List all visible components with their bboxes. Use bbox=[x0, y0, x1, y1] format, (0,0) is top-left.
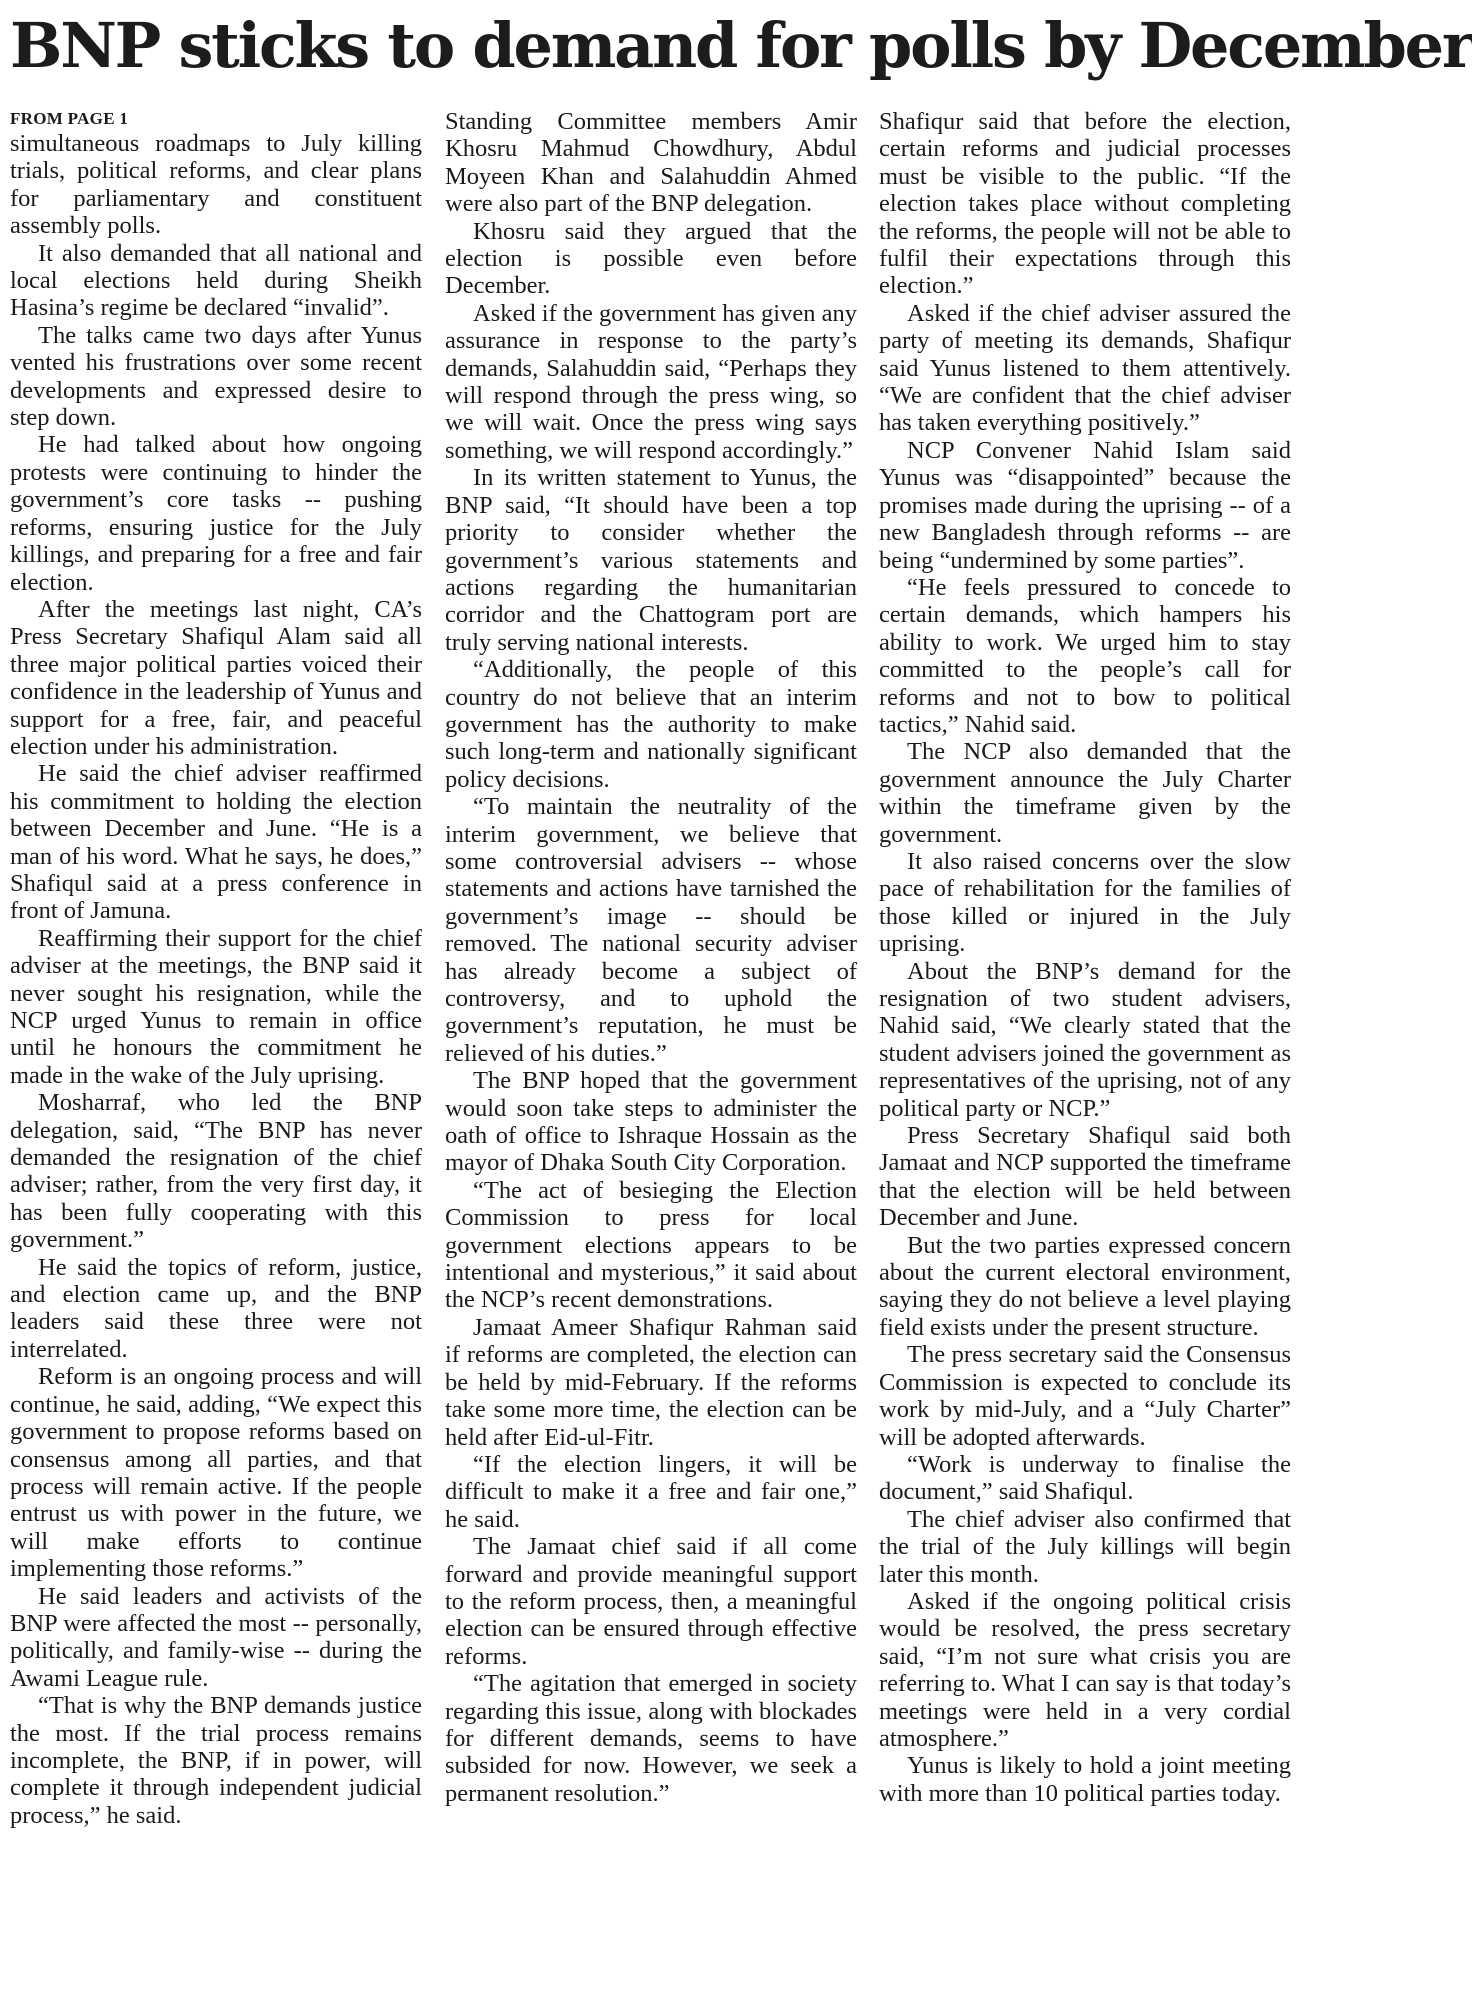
paragraph: simultaneous roadmaps to July killing trials, political reforms, and clear plans for parliamentary and constituent assembly polls. bbox=[10, 130, 422, 240]
paragraph: Asked if the chief adviser assured the party of meeting its demands, Shafiqur said Yunus listened to them attentively. “We are confident that the chief adviser has taken everything positively.” bbox=[879, 299, 1291, 437]
paragraph: In its written statement to Yunus, the BNP said, “It should have been a top priority to consider whether the government’s various statements and actions regarding the humanitarian corridor and the Chattogram port are truly serving national interests. bbox=[445, 464, 857, 656]
paragraph: It also demanded that all national and local elections held during Sheikh Hasina’s regime be declared “invalid”. bbox=[10, 239, 422, 322]
paragraph: Yunus is likely to hold a joint meeting with more than 10 political parties today. bbox=[879, 1752, 1291, 1807]
paragraph: He said the chief adviser reaffirmed his commitment to holding the election between December and June. “He is a man of his word. What he says, he does,” Shafiqul said at a press conference in front of Jamuna. bbox=[10, 760, 422, 925]
paragraph: He said the topics of reform, justice, and election came up, and the BNP leaders said these three were not interrelated. bbox=[10, 1253, 422, 1363]
jump-line: FROM PAGE 1 bbox=[10, 109, 129, 128]
paragraph: “That is why the BNP demands justice the most. If the trial process remains incomplete, the BNP, if in power, will complete it through independent judicial process,” he said. bbox=[10, 1692, 422, 1829]
paragraph: Asked if the ongoing political crisis would be resolved, the press secretary said, “I’m not sure what crisis you are referring to. What I can say is that today’s meetings were held in a very cordial atmosphere.” bbox=[879, 1587, 1291, 1752]
paragraph: Press Secretary Shafiqul said both Jamaat and NCP supported the timeframe that the election will be held between December and June. bbox=[879, 1122, 1291, 1232]
paragraph: The Jamaat chief said if all come forward and provide meaningful support to the reform process, then, a meaningful election can be ensured through effective reforms. bbox=[445, 1533, 857, 1670]
paragraph: He had talked about how ongoing protests were continuing to hinder the government’s core tasks -- pushing reforms, ensuring justice for the July killings, and preparing for a free and fair election. bbox=[10, 431, 422, 596]
paragraph: Shafiqur said that before the election, certain reforms and judicial processes must be visible to the public. “If the election takes place without completing the reforms, the people will not be able to fulfil their expectations through this election.” bbox=[879, 108, 1291, 300]
headline: BNP sticks to demand for polls by December bbox=[10, 9, 1472, 82]
paragraph: NCP Convener Nahid Islam said Yunus was “disappointed” because the promises made during the uprising -- of a new Bangladesh through reforms -- are being “undermined by some parties”. bbox=[879, 436, 1291, 574]
paragraph: “He feels pressured to concede to certain demands, which hampers his ability to work. We urged him to stay committed to the people’s call for reforms and not to bow to political tactics,” Nahid said. bbox=[879, 573, 1291, 738]
paragraph: The NCP also demanded that the government announce the July Charter within the timeframe given by the government. bbox=[879, 738, 1291, 848]
paragraph: “Work is underway to finalise the document,” said Shafiqul. bbox=[879, 1450, 1291, 1506]
paragraph: The BNP hoped that the government would soon take steps to administer the oath of office to Ishraque Hossain as the mayor of Dhaka South City Corporation. bbox=[445, 1067, 857, 1177]
paragraph: Asked if the government has given any assurance in response to the party’s demands, Salahuddin said, “Perhaps they will respond through the press wing, so we will wait. Once the press wing says something, we will respond accordingly.” bbox=[445, 299, 857, 464]
paragraph: Standing Committee members Amir Khosru Mahmud Chowdhury, Abdul Moyeen Khan and Salahuddin Ahmed were also part of the BNP delegation. bbox=[445, 108, 857, 218]
paragraph: Reaffirming their support for the chief adviser at the meetings, the BNP said it never sought his resignation, while the NCP urged Yunus to remain in office until he honours the commitment he made in the wake of the July uprising. bbox=[10, 924, 422, 1089]
article-column-1 bbox=[10, 108, 422, 1829]
paragraph: He said leaders and activists of the BNP were affected the most -- personally, politically, and family-wise -- during the Awami League rule. bbox=[10, 1582, 422, 1692]
paragraph: “The agitation that emerged in society regarding this issue, along with blockades for different demands, seems to have subsided for now. However, we seek a permanent resolution.” bbox=[445, 1670, 857, 1807]
paragraph: “Additionally, the people of this country do not believe that an interim government has the authority to make such long-term and nationally significant policy decisions. bbox=[445, 656, 857, 793]
paragraph: The press secretary said the Consensus Commission is expected to conclude its work by mid-July, and a “July Charter” will be adopted afterwards. bbox=[879, 1341, 1291, 1451]
paragraph: Mosharraf, who led the BNP delegation, said, “The BNP has never demanded the resignation of the chief adviser; rather, from the very first day, it has been fully cooperating with this government.” bbox=[10, 1089, 422, 1254]
paragraph: “If the election lingers, it will be difficult to make it a free and fair one,” he said. bbox=[445, 1450, 857, 1533]
paragraph: Reform is an ongoing process and will continue, he said, adding, “We expect this government to propose reforms based on consensus among all parties, and that process will remain active. If the people entrust us with power in the future, we will make efforts to continue implementing those reforms.” bbox=[10, 1363, 422, 1583]
paragraph: “The act of besieging the Election Commission to press for local government elections appears to be intentional and mysterious,” it said about the NCP’s recent demonstrations. bbox=[445, 1176, 857, 1314]
paragraph: The talks came two days after Yunus vented his frustrations over some recent developments and expressed desire to step down. bbox=[10, 321, 422, 432]
paragraph: “To maintain the neutrality of the interim government, we believe that some controversial advisers -- whose statements and actions have tarnished the government’s image -- should be removed. The national security adviser has already become a subject of controversy, and to uphold the government’s reputation, he must be relieved of his duties.” bbox=[445, 793, 857, 1067]
paragraph: Jamaat Ameer Shafiqur Rahman said if reforms are completed, the election can be held by mid-February. If the reforms take some more time, the election can be held after Eid-ul-Fitr. bbox=[445, 1313, 857, 1451]
paragraph: Khosru said they argued that the election is possible even before December. bbox=[445, 217, 857, 300]
paragraph: It also raised concerns over the slow pace of rehabilitation for the families of those killed or injured in the July uprising. bbox=[879, 847, 1291, 958]
paragraph: After the meetings last night, CA’s Press Secretary Shafiqul Alam said all three major political parties voiced their confidence in the leadership of Yunus and support for a free, fair, and peaceful election under his administration. bbox=[10, 595, 422, 760]
paragraph: About the BNP’s demand for the resignation of two student advisers, Nahid said, “We clearly stated that the student advisers joined the government as representatives of the uprising, not of any political party or NCP.” bbox=[879, 957, 1291, 1122]
paragraph: The chief adviser also confirmed that the trial of the July killings will begin later this month. bbox=[879, 1505, 1291, 1588]
paragraph: But the two parties expressed concern about the current electoral environment, saying they do not believe a level playing field exists under the present structure. bbox=[879, 1231, 1291, 1341]
article-column-2 bbox=[445, 108, 857, 1807]
article-column-3 bbox=[879, 108, 1291, 1807]
